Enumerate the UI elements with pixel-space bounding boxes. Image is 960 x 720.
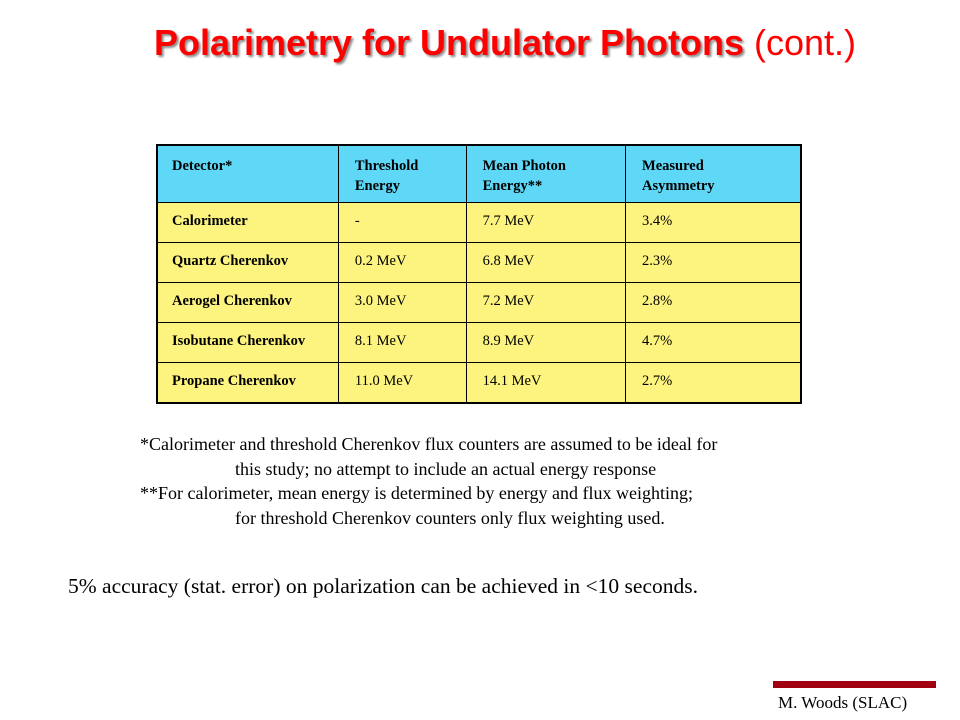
header-detector-text: Detector*: [172, 158, 233, 174]
footnote-line: **For calorimeter, mean energy is determined by energy and flux weighting;: [140, 483, 693, 503]
footer-bar: [773, 681, 936, 688]
cell-asymmetry: 2.3%: [626, 243, 801, 283]
cell-asymmetry: 4.7%: [626, 323, 801, 363]
cell-mean-energy: 7.2 MeV: [466, 283, 625, 323]
slide-title: [0, 22, 960, 64]
header-asym-line2: Asymmetry: [642, 178, 715, 194]
title-main: Polarimetry for Undulator Photons: [153, 22, 744, 63]
cell-threshold: 3.0 MeV: [338, 283, 466, 323]
cell-detector: Propane Cherenkov: [157, 363, 338, 404]
footnote-line: this study; no attempt to include an actual energy response: [235, 458, 657, 479]
cell-threshold: 0.2 MeV: [338, 243, 466, 283]
cell-detector: Calorimeter: [157, 203, 338, 243]
cell-mean-energy: 8.9 MeV: [466, 323, 625, 363]
table-row: [157, 363, 801, 404]
header-detector: [157, 145, 338, 203]
footer-author: M. Woods (SLAC): [778, 693, 908, 712]
cell-asymmetry: 2.8%: [626, 283, 801, 323]
cell-mean-energy: 7.7 MeV: [466, 203, 625, 243]
cell-detector: Quartz Cherenkov: [157, 243, 338, 283]
footnote-line: for threshold Cherenkov counters only flux weighting used.: [235, 507, 665, 528]
cell-asymmetry: 3.4%: [626, 203, 801, 243]
header-threshold-line2: Energy: [354, 178, 400, 194]
footnote-line: *Calorimeter and threshold Cherenkov flux counters are assumed to be ideal for: [140, 434, 718, 454]
cell-asymmetry: 2.7%: [626, 363, 801, 404]
table-row: [157, 243, 801, 283]
cell-mean-energy: 14.1 MeV: [466, 363, 625, 404]
header-mean-line1: Mean Photon: [482, 158, 566, 174]
footnotes: [140, 432, 840, 530]
table-row: [157, 283, 801, 323]
header-threshold-energy: [338, 145, 466, 203]
cell-mean-energy: 6.8 MeV: [466, 243, 625, 283]
header-asym-line1: Measured: [642, 158, 704, 174]
header-threshold-line1: Threshold: [354, 158, 419, 174]
table-row: [157, 323, 801, 363]
table-row: [157, 203, 801, 243]
cell-threshold: 8.1 MeV: [338, 323, 466, 363]
cell-detector: Aerogel Cherenkov: [157, 283, 338, 323]
cell-threshold: -: [338, 203, 466, 243]
cell-threshold: 11.0 MeV: [338, 363, 466, 404]
title-suffix: (cont.): [744, 22, 857, 63]
detector-table: [156, 144, 802, 404]
header-measured-asymmetry: [626, 145, 801, 203]
cell-detector: Isobutane Cherenkov: [157, 323, 338, 363]
accuracy-statement: 5% accuracy (stat. error) on polarization can be achieved in <10 seconds.: [68, 574, 698, 598]
header-mean-photon-energy: [466, 145, 625, 203]
header-mean-line2: Energy**: [482, 178, 543, 194]
table-header-row: [157, 145, 801, 203]
